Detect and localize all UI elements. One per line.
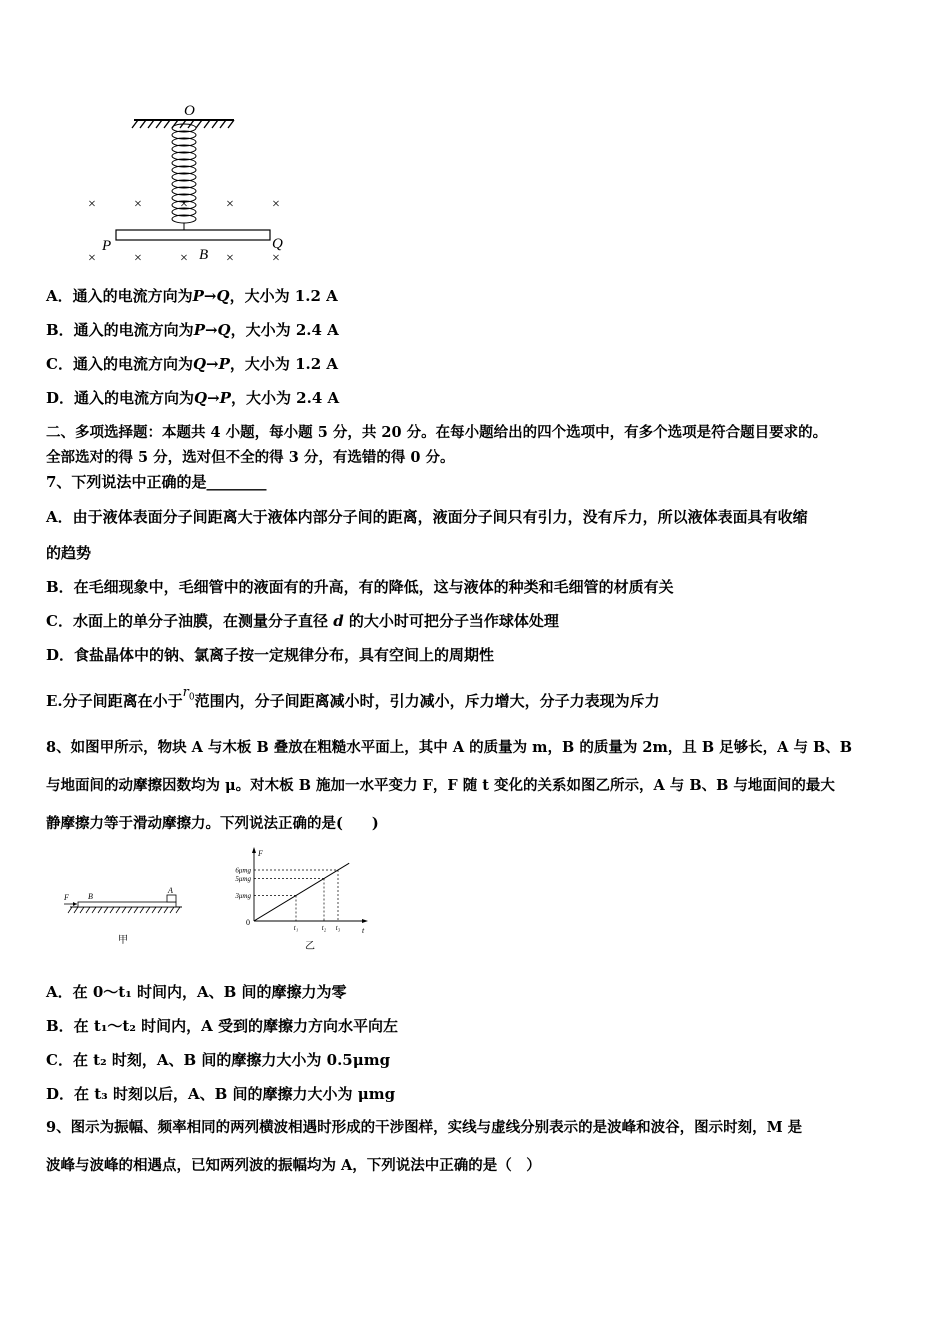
q6-option-a: A．通入的电流方向为P→Q，大小为 1.2 A <box>46 287 338 305</box>
q8-stem-line1: 8、如图甲所示，物块 A 与木板 B 叠放在粗糙水平面上，其中 A 的质量为 m，B 的质量为 2m，且 B 足够长，A 与 B、B <box>46 739 853 756</box>
label-o: O <box>184 103 195 119</box>
q7-option-d: D．食盐晶体中的钠、氯离子按一定规律分布，具有空间上的周期性 <box>46 646 495 664</box>
q6-option-d: D．通入的电流方向为Q→P，大小为 2.4 A <box>46 389 340 407</box>
q7-option-c: C．水面上的单分子油膜，在测量分子直径 d 的大小时可把分子当作球体处理 <box>46 612 559 630</box>
field-cross: × <box>134 197 142 212</box>
series-line-f <box>254 863 349 921</box>
q7-option-a-cont: 的趋势 <box>46 544 92 562</box>
rod-pq <box>116 230 270 240</box>
label-a: A <box>168 886 173 895</box>
block-a <box>167 895 176 902</box>
figure-jia <box>60 885 190 949</box>
label-b: B <box>88 892 93 901</box>
x-tick-label: t₃ <box>335 924 341 932</box>
field-cross: × <box>226 251 234 266</box>
label-q: Q <box>272 236 283 252</box>
q8-option-a: A．在 0～t₁ 时间内，A、B 间的摩擦力为零 <box>46 983 347 1001</box>
q7-option-b: B．在毛细现象中，毛细管中的液面有的升高，有的降低，这与液体的种类和毛细管的材质有关 <box>46 578 674 596</box>
field-cross: × <box>88 197 96 212</box>
caption-yi: 乙 <box>305 941 315 952</box>
section2-line2: 全部选对的得 5 分，选对但不全的得 3 分，有选错的得 0 分。 <box>46 449 455 466</box>
q8-option-c: C．在 t₂ 时刻，A、B 间的摩擦力大小为 0.5μmg <box>46 1051 391 1069</box>
field-cross: × <box>88 251 96 266</box>
q9-stem-line2: 波峰与波峰的相遇点，已知两列波的振幅均为 A，下列说法中正确的是（ ） <box>46 1157 541 1174</box>
x-tick-label: t₂ <box>321 924 327 932</box>
q8-option-b: B．在 t₁～t₂ 时间内，A 受到的摩擦力方向水平向左 <box>46 1017 398 1035</box>
field-cross: × <box>226 197 234 212</box>
chart-yi <box>210 845 380 955</box>
q7-stem: 7、下列说法中正确的是________ <box>46 473 267 491</box>
label-b: B <box>199 247 209 263</box>
field-cross: × <box>134 251 142 266</box>
field-cross: × <box>180 197 188 212</box>
q7-option-a: A．由于液体表面分子间距离大于液体内部分子间的距离，液面分子间只有引力，没有斥力，所以液体表面具有收缩 <box>46 508 808 526</box>
field-cross: × <box>272 251 280 266</box>
q6-option-c: C．通入的电流方向为Q→P，大小为 1.2 A <box>46 355 339 373</box>
q7-option-e: E.分子间距离在小于$r_0$范围内，分子间距离减小时，引力减小，斥力增大，分子力表现为斥力 <box>46 685 660 710</box>
q8-stem-line2: 与地面间的动摩擦因数均为 μ。对木板 B 施加一水平变力 F，F 随 t 变化的关系如图乙所示，A 与 B、B 与地面间的最大 <box>46 777 835 794</box>
axis-label-f: F <box>258 849 263 858</box>
q8-stem-line3: 静摩擦力等于滑动摩擦力。下列说法正确的是( ) <box>46 815 379 832</box>
y-tick-label: 6μmg <box>235 866 251 875</box>
label-p: P <box>102 238 112 254</box>
y-tick-label: 5μmg <box>235 875 251 883</box>
spring <box>172 124 196 230</box>
q9-stem-line1: 9、图示为振幅、频率相同的两列横波相遇时形成的干涉图样，实线与虚线分别表示的是波峰和波谷，图示时刻，M 是 <box>46 1119 803 1136</box>
spring-rod-figure <box>80 98 300 268</box>
board-b <box>78 902 176 907</box>
field-cross: × <box>272 197 280 212</box>
caption-jia: 甲 <box>118 935 128 946</box>
axis-label-t: t <box>362 926 365 935</box>
x-tick-label: t₁ <box>293 924 299 932</box>
label-f: F <box>64 893 69 902</box>
origin-label: 0 <box>246 918 250 927</box>
section2-line1: 二、多项选择题：本题共 4 小题，每小题 5 分，共 20 分。在每小题给出的四个选项中，有多个选项是符合题目要求的。 <box>46 424 828 441</box>
q8-option-d: D．在 t₃ 时刻以后，A、B 间的摩擦力大小为 μmg <box>46 1085 396 1103</box>
field-cross: × <box>180 251 188 266</box>
y-tick-label: 3μmg <box>235 892 251 900</box>
q6-option-b: B．通入的电流方向为P→Q，大小为 2.4 A <box>46 321 339 339</box>
